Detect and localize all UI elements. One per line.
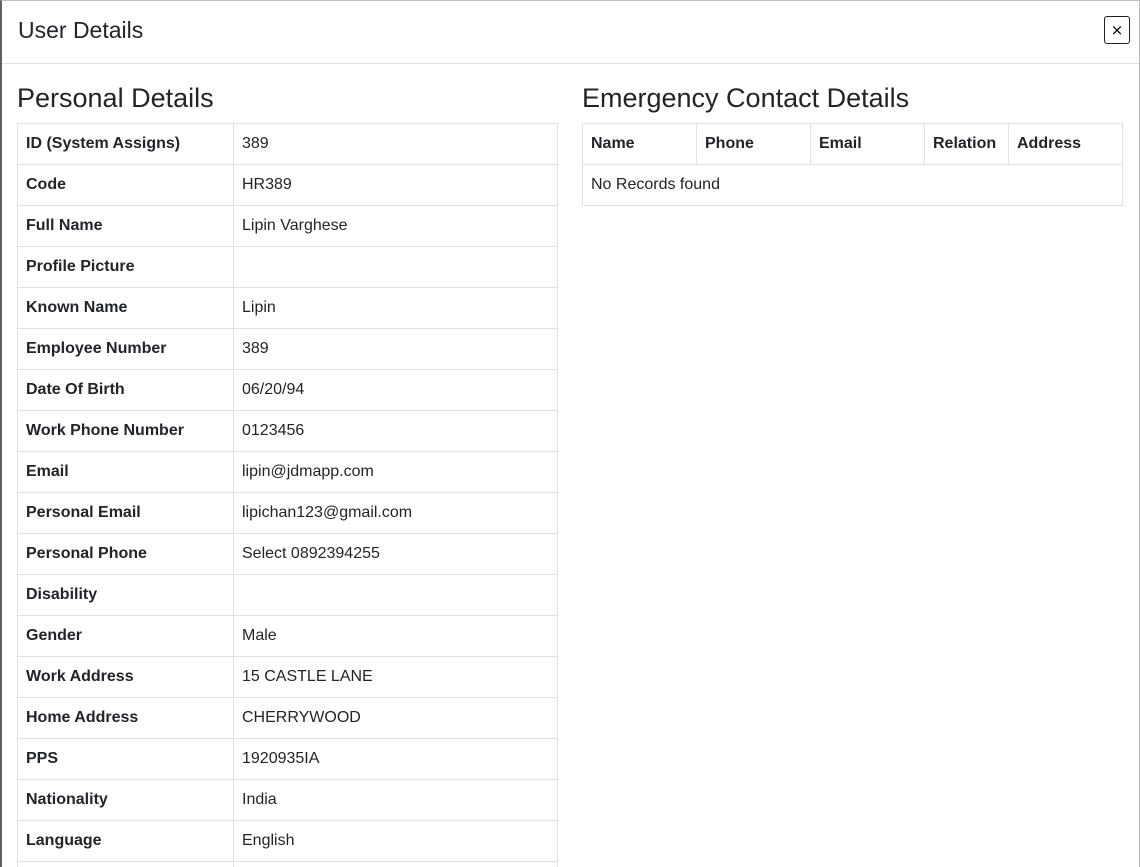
field-label: Personal Phone (18, 534, 234, 575)
field-value: Select 0892394255 (234, 534, 558, 575)
modal-body (2, 65, 1139, 867)
field-label: Work Phone Number (18, 411, 234, 452)
column-header-phone: Phone (697, 124, 811, 165)
empty-row (583, 165, 1123, 206)
table-row (18, 657, 558, 698)
table-row (18, 206, 558, 247)
column-header-relation: Relation (925, 124, 1009, 165)
no-records-message: No Records found (583, 165, 1123, 206)
field-value (234, 575, 558, 616)
personal-details-table (17, 123, 558, 867)
column-header-name: Name (583, 124, 697, 165)
field-value: 15 CASTLE LANE (234, 657, 558, 698)
field-value: India (234, 780, 558, 821)
field-value: Lipin Varghese (234, 206, 558, 247)
field-label: Nationality (18, 780, 234, 821)
close-button[interactable]: × (1104, 16, 1130, 44)
column-header-email: Email (811, 124, 925, 165)
table-row (18, 288, 558, 329)
field-label: Code (18, 165, 234, 206)
field-value (234, 862, 558, 867)
field-value: 06/20/94 (234, 370, 558, 411)
table-row (18, 739, 558, 780)
table-row (18, 452, 558, 493)
field-value: lipichan123@gmail.com (234, 493, 558, 534)
table-row (18, 616, 558, 657)
field-label: Language (18, 821, 234, 862)
field-label: Full Name (18, 206, 234, 247)
table-row (18, 329, 558, 370)
field-value: English (234, 821, 558, 862)
field-value: lipin@jdmapp.com (234, 452, 558, 493)
table-row (18, 370, 558, 411)
field-value: 1920935IA (234, 739, 558, 780)
table-row (18, 575, 558, 616)
field-label: Work Address (18, 657, 234, 698)
table-row (18, 780, 558, 821)
table-row (18, 534, 558, 575)
field-label: ID (System Assigns) (18, 124, 234, 165)
column-header-address: Address (1009, 124, 1123, 165)
field-label: Date Of Birth (18, 370, 234, 411)
table-header-row (583, 124, 1123, 165)
table-row (18, 411, 558, 452)
field-value: HR389 (234, 165, 558, 206)
field-value: 389 (234, 329, 558, 370)
table-row (18, 493, 558, 534)
table-row (18, 821, 558, 862)
field-label: Employee Number (18, 329, 234, 370)
modal-title: User Details (18, 17, 144, 43)
personal-details-title: Personal Details (17, 83, 214, 113)
field-label: Email (18, 452, 234, 493)
field-label: Profile Picture (18, 247, 234, 288)
emergency-contact-table (582, 123, 1123, 206)
table-row (18, 247, 558, 288)
field-label: PPS (18, 739, 234, 780)
field-value: Lipin (234, 288, 558, 329)
field-value: Male (234, 616, 558, 657)
field-label: Gender (18, 616, 234, 657)
table-row (18, 698, 558, 739)
field-label: Disability (18, 575, 234, 616)
field-value (234, 247, 558, 288)
emergency-contact-title: Emergency Contact Details (582, 83, 910, 113)
field-value: CHERRYWOOD (234, 698, 558, 739)
field-label: Known Name (18, 288, 234, 329)
table-row (18, 165, 558, 206)
table-row (18, 124, 558, 165)
table-row (18, 862, 558, 867)
modal-header (2, 1, 1139, 64)
field-label: Home Address (18, 698, 234, 739)
field-label: Personal Email (18, 493, 234, 534)
field-value: 0123456 (234, 411, 558, 452)
field-label (18, 862, 234, 867)
field-value: 389 (234, 124, 558, 165)
